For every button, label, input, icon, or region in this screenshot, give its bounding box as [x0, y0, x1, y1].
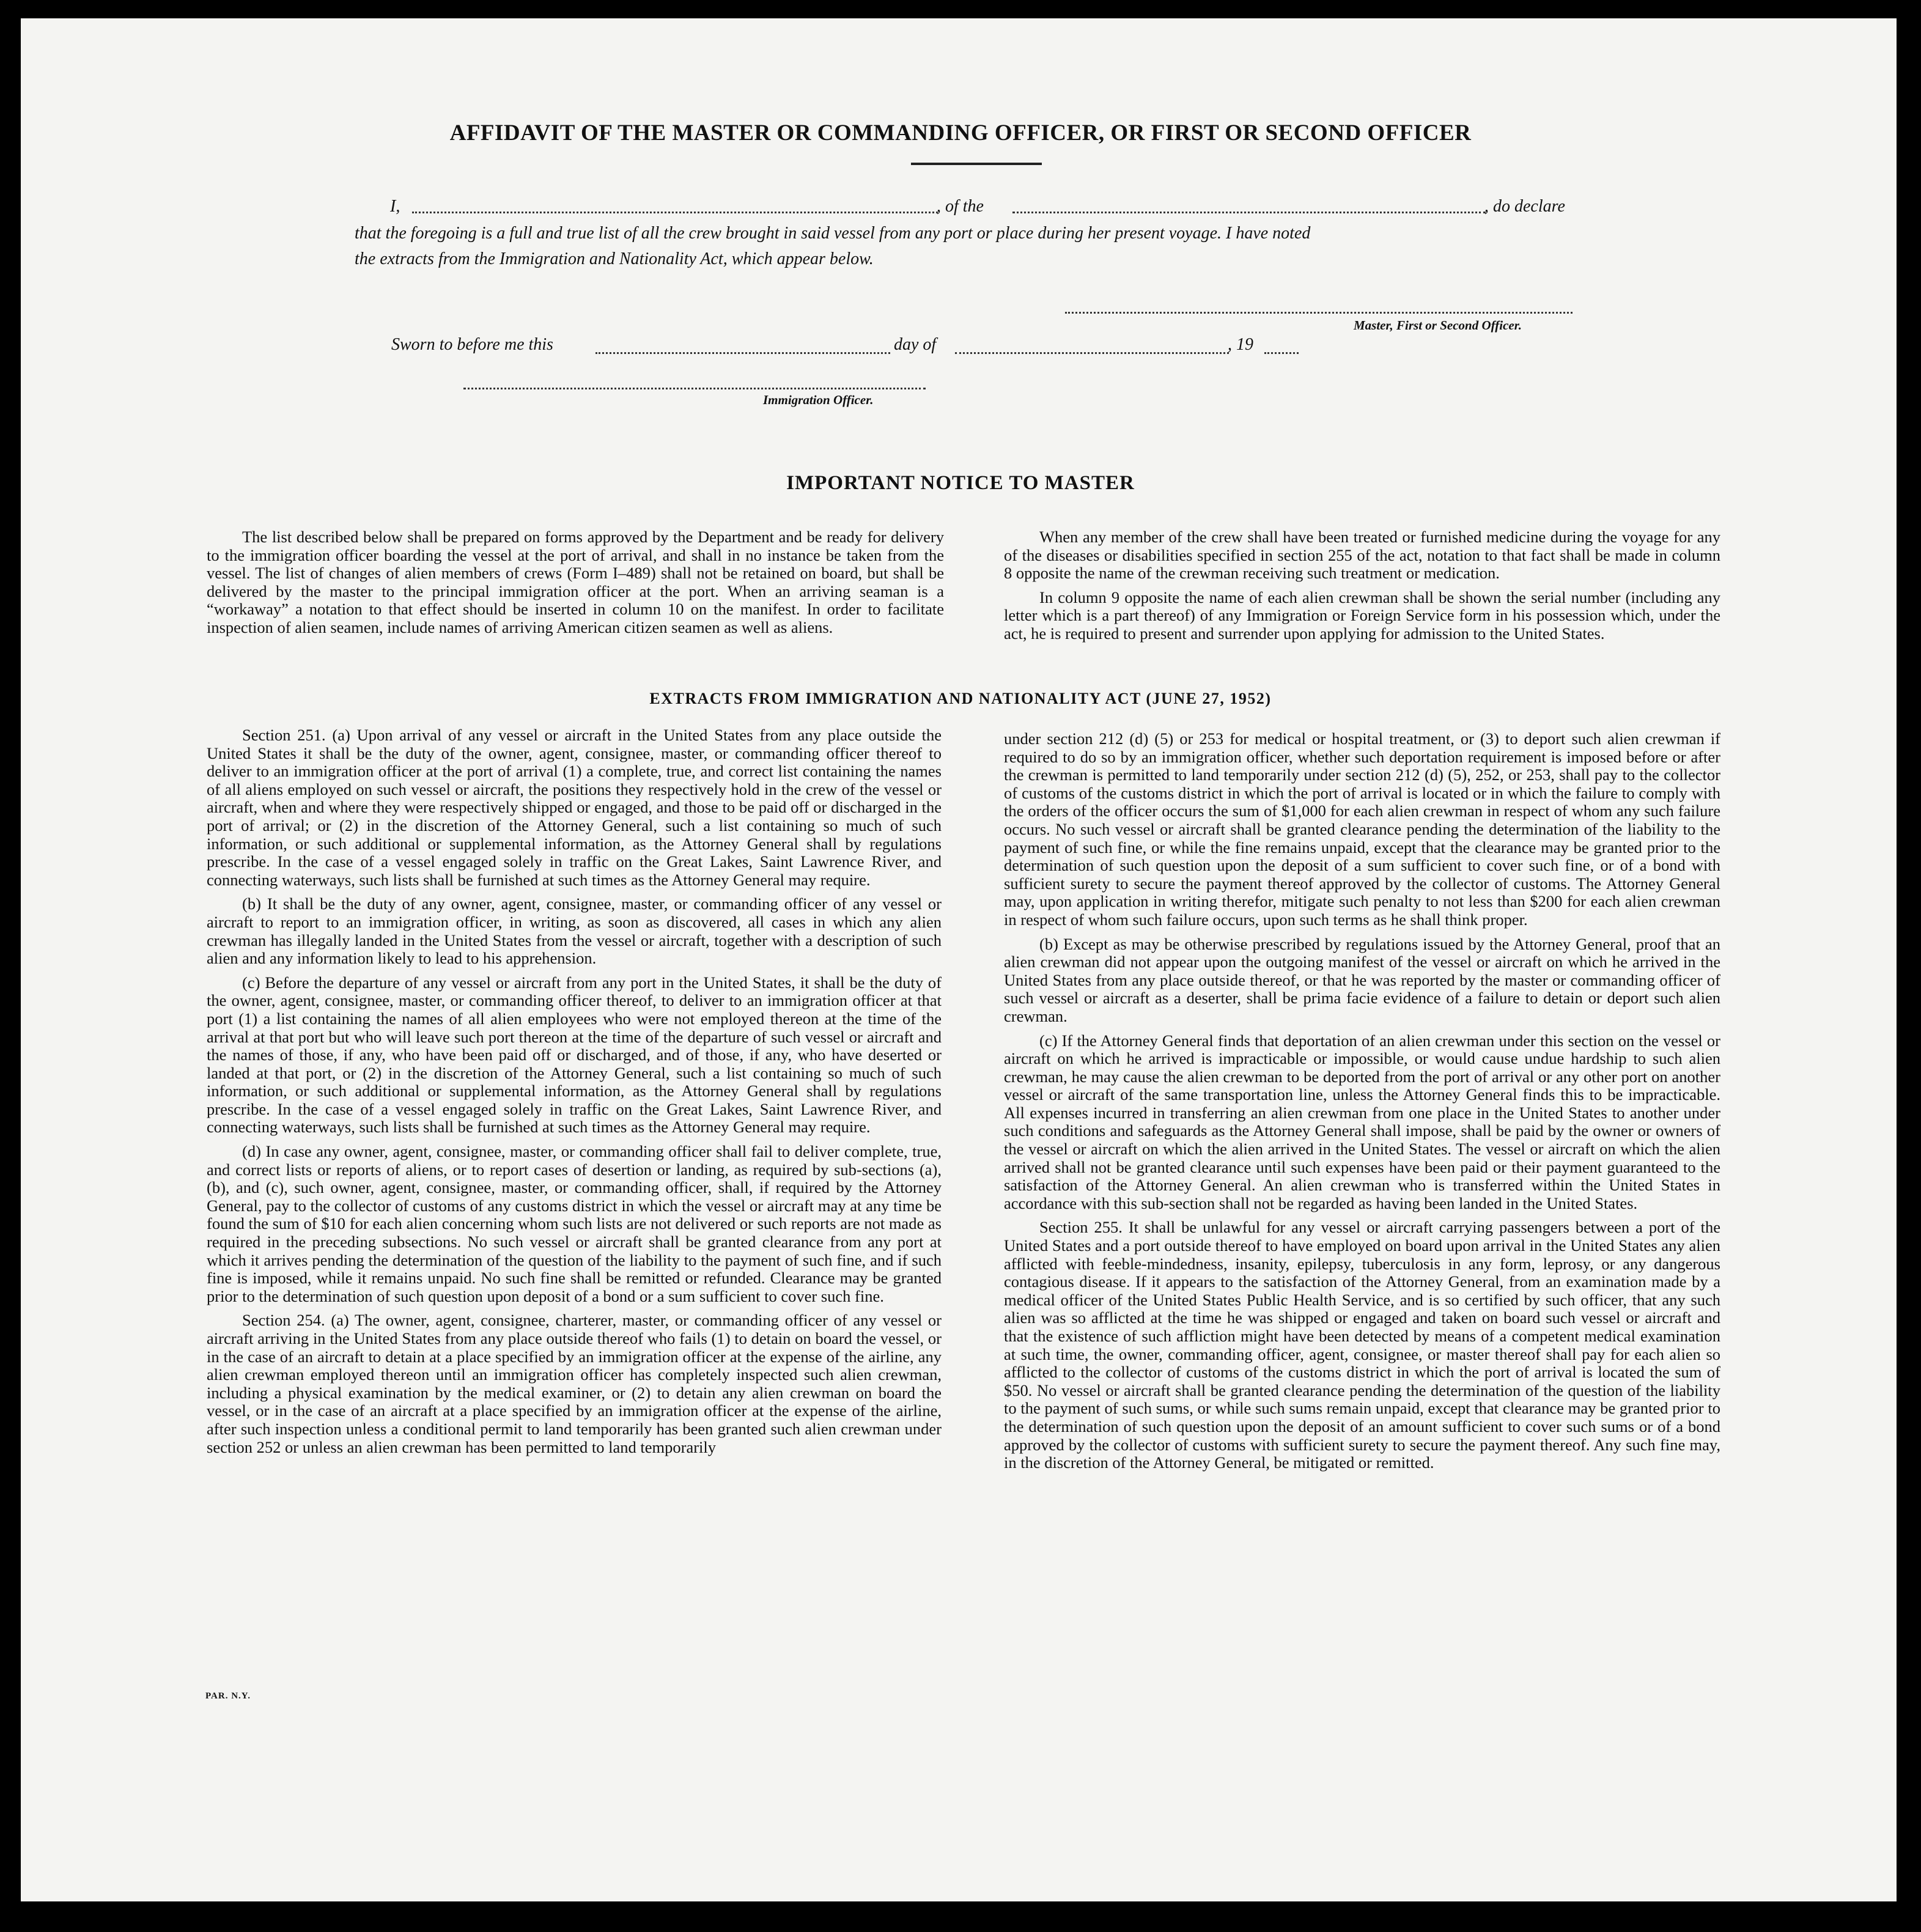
master-signature-line[interactable] [1065, 312, 1573, 314]
notice-right-paragraph-1: When any member of the crew shall have been treated or furnished medicine during the voyage for any of the diseases or disabilities specified in section 255 of the act, notation to that fact shall be made in column 8 opposite the name of the crewman receiving such treatment or medication. [1004, 528, 1720, 583]
officer-signature-line[interactable] [463, 388, 926, 389]
section-254-c: (c) If the Attorney General finds that deportation of an alien crewman under this section on the vessel or aircraft on which he arrived is impracticable or impossible, or would cause undue hardship to such alien crewman, he may cause the alien crewman to be deported from the port of arrival or any other port on another vessel or aircraft of the same transportation line, unless the Attorney General finds this to be impracticable. All expenses incurred in transferring an alien crewman from one place in the United States to another under such conditions and safeguards as the Attorney General shall impose, shall be paid by the owner or owners of the vessel or aircraft on which the alien arrived in the United States. The vessel or aircraft on which the alien arrived shall not be granted clearance until such expenses have been paid or their payment guaranteed to the satisfaction of the Attorney General. An alien crewman who is transferred within the United States in accordance with this sub-section shall not be regarded as having been landed in the United States. [1004, 1031, 1720, 1212]
title-underline [911, 163, 1042, 165]
vessel-name-field[interactable] [1012, 212, 1486, 213]
printer-mark: PAR. N.Y. [205, 1691, 251, 1701]
section-251-b: (b) It shall be the duty of any owner, agent, consignee, master, or commanding officer of any vessel or aircraft to report to an immigration officer, in writing, as soon as discovered, all cases in which any alien crewman has illegally landed in the United States from the vessel or aircraft, together with a description of such alien and any information likely to lead to his apprehension. [207, 894, 942, 968]
section-251-d: (d) In case any owner, agent, consignee, master, or commanding officer shall fail to deliver complete, true, and correct lists or reports of aliens, or to report cases of desertion or landing, as required by sub-sections (a), (b), and (c), such owner, agent, consignee, master, or commanding officer, shall, if required by the Attorney General, pay to the collector of customs of any customs district in which the vessel or aircraft may at any time be found the sum of $10 for each alien concerning whom such lists are not delivered or such reports are not made as required in the preceding subsections. No such vessel or aircraft shall be granted clearance from any port at which it arrives pending the determination of the question of the liability to the payment of such fine, and if such fine is imposed, while it remains unpaid. No such fine shall be remitted or refunded. Clearance may be granted prior to the determination of such question upon deposit of a bond or a sum sufficient to cover such fine. [207, 1142, 942, 1305]
extracts-heading: EXTRACTS FROM IMMIGRATION AND NATIONALITY ACT (JUNE 27, 1952) [649, 690, 1272, 707]
notice-heading: IMPORTANT NOTICE TO MASTER [786, 472, 1135, 494]
master-signature-label: Master, First or Second Officer. [1354, 318, 1522, 333]
do-declare-label: , do declare [1484, 197, 1565, 216]
of-the-label: , of the [937, 197, 984, 216]
year-label: , 19 [1228, 335, 1253, 354]
officer-signature-label: Immigration Officer. [763, 393, 874, 407]
sworn-day-field[interactable] [595, 352, 890, 354]
declarant-name-field[interactable] [412, 212, 938, 213]
affidavit-title: AFFIDAVIT OF THE MASTER OR COMMANDING OFFICER, OR FIRST OR SECOND OFFICER [449, 120, 1472, 146]
extracts-left-column [207, 726, 942, 1456]
notice-right-column [1004, 528, 1720, 643]
sworn-month-field[interactable] [955, 352, 1229, 354]
section-254-a: Section 254. (a) The owner, agent, consignee, charterer, master, or commanding officer of any vessel or aircraft arriving in the United States from any place outside thereof who fails (1) to detain on board the vessel, or in the case of an aircraft to detain at a place specified by an immigration officer at the expense of the airline, any alien crewman employed thereon until an immigration officer has completely inspected such alien crewman, including a physical examination by the medical examiner, or (2) to detain any alien crewman on board the vessel, or in the case of an aircraft at a place specified by an immigration officer at the expense of the airline, after such inspection unless a conditional permit to land temporarily has been granted such alien crewman under section 252 or unless an alien crewman has been permitted to land temporarily [207, 1311, 942, 1456]
day-of-label: day of [894, 335, 937, 354]
declaration-line-2: the extracts from the Immigration and Nationality Act, which appear below. [355, 249, 874, 268]
declaration-line-1: that the foregoing is a full and true list of all the crew brought in said vessel from any port or place during her present voyage. I have noted [355, 224, 1311, 243]
extracts-right-column [1004, 730, 1720, 1472]
section-251-c: (c) Before the departure of any vessel or aircraft from any port in the United States, it shall be the duty of the owner, agent, consignee, master, or commanding officer thereof, to deliver to an immigration officer at that port (1) a list containing the names of all alien employees who were not employed thereon at the time of the arrival at that port but who will leave such port thereon at the time of the departure of such vessel or aircraft and the names of those, if any, who have been paid off or discharged, and of those, if any, who have deserted or landed at that port, or (2) in the discretion of the Attorney General, such a list containing so much of such information, or such additional or supplemental information, as the Attorney General shall by regulations prescribe. In the case of a vessel engaged solely in traffic on the Great Lakes, Saint Lawrence River, and connecting waterways, such lists shall be furnished at such times as the Attorney General may require. [207, 973, 942, 1137]
notice-left-column [207, 528, 944, 637]
section-254-b: (b) Except as may be otherwise prescribed by regulations issued by the Attorney General, proof that an alien crewman did not appear upon the outgoing manifest of the vessel or aircraft on which he arrived in the United States from any place outside thereof, or that he was reported by the master or commanding officer of such vessel or aircraft as a deserter, shall be prima facie evidence of a failure to detain or deport such alien crewman. [1004, 934, 1720, 1025]
sworn-label: Sworn to before me this [391, 335, 553, 354]
notice-right-paragraph-2: In column 9 opposite the name of each alien crewman shall be shown the serial number (including any letter which is a part thereof) of any Immigration or Foreign Service form in his possession which, under the act, he is required to present and surrender upon applying for admission to the United States. [1004, 588, 1720, 643]
sworn-year-field[interactable] [1264, 352, 1299, 354]
section-255: Section 255. It shall be unlawful for any vessel or aircraft carrying passengers between a port of the United States and a port outside thereof to have employed on board upon arrival in the United States any alien afflicted with feeble-mindedness, insanity, epilepsy, tuberculosis in any form, leprosy, or any dangerous contagious disease. If it appears to the satisfaction of the Attorney General, from an examination made by a medical officer of the United States Public Health Service, and is so certified by such officer, that any such alien was so afflicted at the time he was shipped or engaged and taken on board such vessel or aircraft and that the existence of such affliction might have been detected by means of a competent medical examination at such time, the owner, commanding officer, agent, consignee, or master thereof shall pay for each alien so afflicted to the collector of customs of the customs district in which the port of arrival is located the sum of $50. No vessel or aircraft shall be granted clearance pending the determination of the question of the liability to the payment of such sums, or while such sums remain unpaid, except that clearance may be granted prior to the determination of such question upon the deposit of an amount sufficient to cover such sums or of a bond approved by the collector of customs with sufficient surety to secure the payment thereof. Any such fine may, in the discretion of the Attorney General, be mitigated or remitted. [1004, 1218, 1720, 1472]
section-254-a-continued: under section 212 (d) (5) or 253 for medical or hospital treatment, or (3) to deport such alien crewman if required to do so by an immigration officer, whether such deportation requirement is imposed before or after the crewman is permitted to land temporarily under section 212 (d) (5), 252, or 253, shall pay to the collector of customs of the customs district in which the port of arrival is located or in which the failure to comply with the orders of the officer occurs the sum of $1,000 for each alien crewman in respect of whom any such failure occurs. No such vessel or aircraft shall be granted clearance pending the determination of the liability to the payment of such fine, or while the fine remains unpaid, except that the clearance may be granted prior to the determination of such question upon the deposit of a sum sufficient to cover such fine, or of a bond with sufficient surety to secure the payment thereof approved by the collector of customs. The Attorney General may, upon application in writing therefor, mitigate such penalty to not less than $200 for each alien crewman in respect of whom such failure occurs, upon such terms as he shall think proper. [1004, 729, 1720, 929]
notice-left-paragraph: The list described below shall be prepared on forms approved by the Department and be ready for delivery to the immigration officer boarding the vessel at the port of arrival, and shall in no instance be taken from the vessel. The list of changes of alien members of crews (Form I–489) shall not be retained on board, but shall be delivered by the master to the principal immigration officer at the port. When an arriving seaman is a “workaway” a notation to that effect should be inserted in column 10 on the manifest. In order to facilitate inspection of alien seamen, include names of arriving American citizen seamen as well as aliens. [207, 528, 944, 636]
section-251-a: Section 251. (a) Upon arrival of any vessel or aircraft in the United States from any place outside the United States it shall be the duty of the owner, agent, consignee, master, or commanding officer thereof to deliver to an immigration officer at the port of arrival (1) a complete, true, and correct list containing the names of all aliens employed on such vessel or aircraft, the positions they respectively hold in the crew of the vessel or aircraft, when and where they were respectively shipped or engaged, and those to be paid off or discharged in the port of arrival; or (2) in the discretion of the Attorney General, such a list containing so much of such information, or such additional or supplemental information, as the Attorney General shall by regulations prescribe. In the case of a vessel engaged solely in traffic on the Great Lakes, Saint Lawrence River, and connecting waterways, such lists shall be furnished at such times as the Attorney General may require. [207, 726, 942, 889]
i-label: I, [390, 197, 400, 216]
